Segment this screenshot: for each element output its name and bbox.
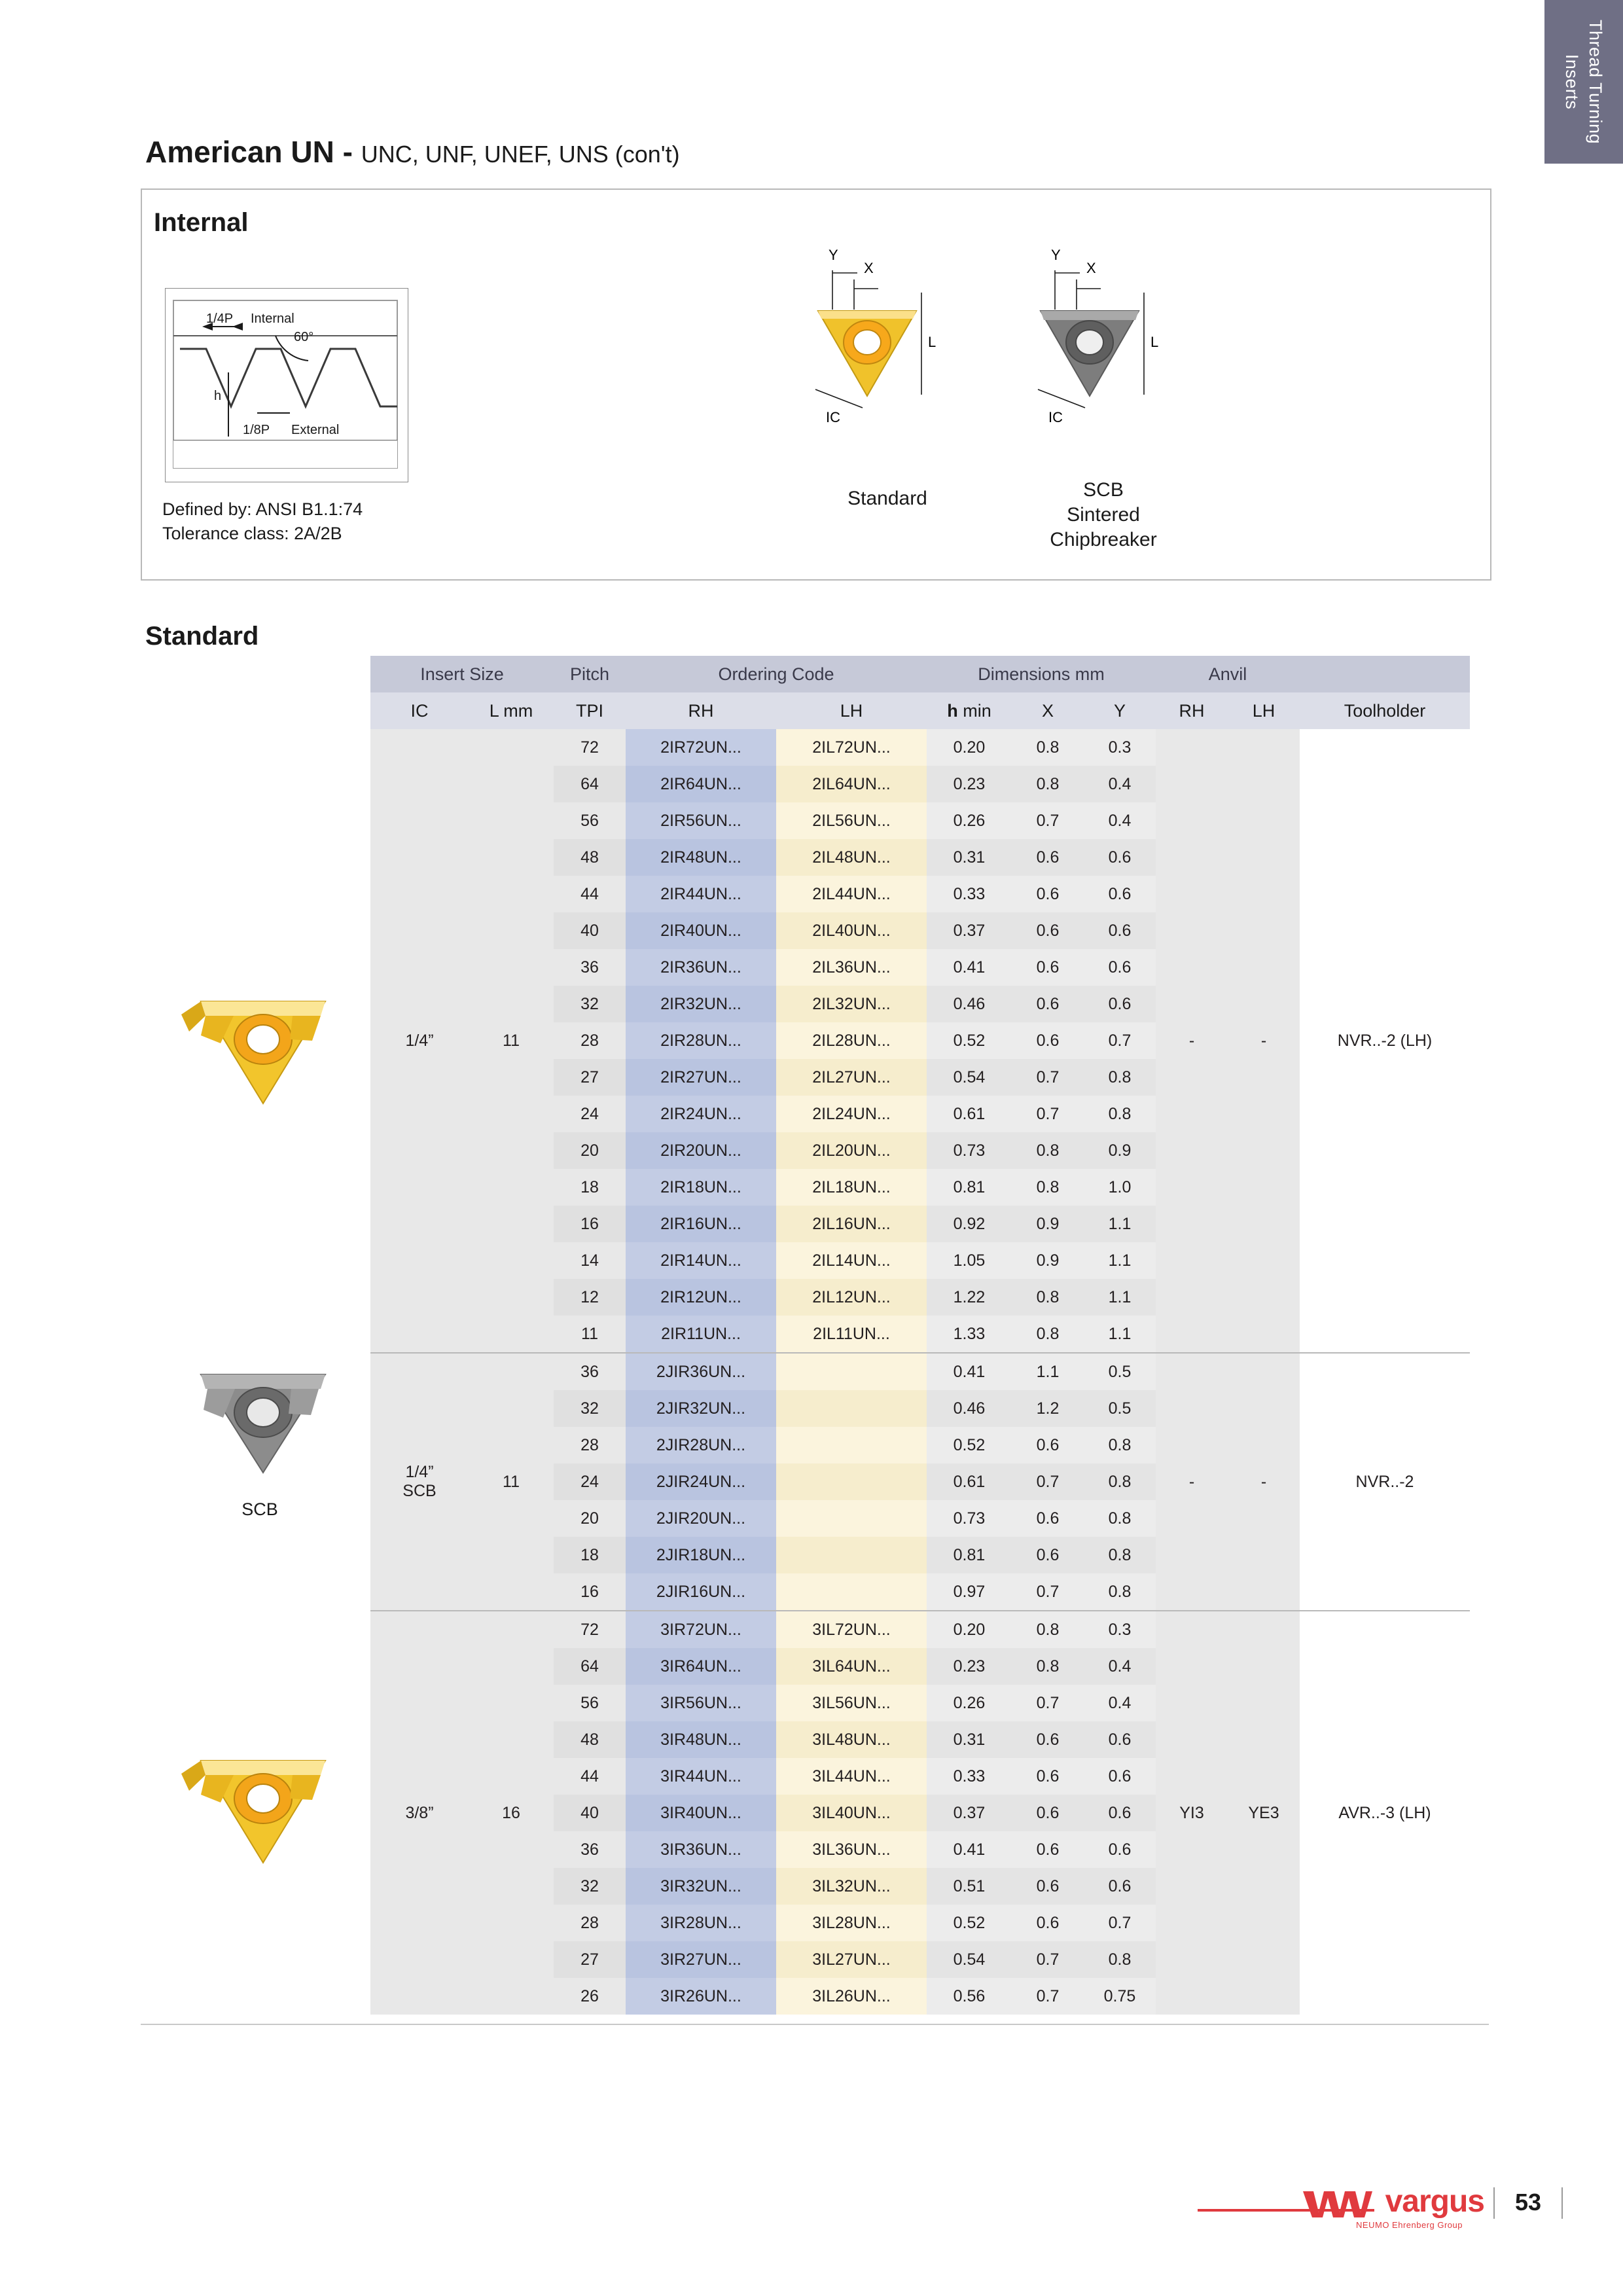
cell-dim-h-min: 0.26 [927, 1685, 1012, 1721]
cell-dim-h-min: 0.33 [927, 876, 1012, 912]
cell-tpi: 56 [554, 802, 626, 839]
cell-order-code-rh: 2JIR32UN... [626, 1390, 776, 1427]
cell-dim-y: 0.6 [1084, 1795, 1156, 1831]
cell-anvil-rh: - [1156, 729, 1228, 1353]
cell-tpi: 28 [554, 1427, 626, 1463]
label-eighth-p: 1/8P [243, 423, 270, 437]
cell-insert-size-ic: 3/8” [370, 1611, 469, 2015]
cell-insert-size-ic: 1/4” SCB [370, 1353, 469, 1611]
cell-insert-size-l: 11 [469, 729, 554, 1353]
cell-anvil-lh: - [1228, 729, 1300, 1353]
cell-order-code-lh: 2IL18UN... [776, 1169, 927, 1206]
cell-dim-h-min: 0.81 [927, 1169, 1012, 1206]
cell-dim-h-min: 0.97 [927, 1573, 1012, 1611]
table-column-header-rh: RH [1156, 692, 1228, 729]
scb-caption-line1: SCB [1083, 479, 1124, 501]
table-group-header-row [370, 656, 1470, 692]
cell-order-code-lh: 3IL36UN... [776, 1831, 927, 1868]
cell-tpi: 56 [554, 1685, 626, 1721]
footer-divider-right [1561, 2187, 1563, 2219]
cell-dim-y: 0.8 [1084, 1096, 1156, 1132]
table-column-header-l-mm: L mm [469, 692, 554, 729]
cell-dim-y: 0.4 [1084, 1685, 1156, 1721]
cell-dim-x: 0.8 [1012, 766, 1084, 802]
cell-dim-y: 0.8 [1084, 1500, 1156, 1537]
cell-dim-h-min: 0.54 [927, 1059, 1012, 1096]
cell-dim-x: 0.7 [1012, 1573, 1084, 1611]
table-bottom-rule [141, 2024, 1489, 2025]
section-tab-text [1544, 0, 1623, 164]
svg-text:X: X [1086, 260, 1096, 276]
cell-dim-h-min: 0.81 [927, 1537, 1012, 1573]
cell-order-code-lh [776, 1463, 927, 1500]
cell-order-code-lh: 3IL44UN... [776, 1758, 927, 1795]
cell-order-code-lh: 2IL28UN... [776, 1022, 927, 1059]
cell-dim-h-min: 0.41 [927, 949, 1012, 986]
cell-order-code-lh: 2IL24UN... [776, 1096, 927, 1132]
cell-order-code-rh: 2JIR16UN... [626, 1573, 776, 1611]
cell-tpi: 72 [554, 729, 626, 766]
cell-dim-y: 0.6 [1084, 949, 1156, 986]
cell-dim-h-min: 0.26 [927, 802, 1012, 839]
cell-dim-x: 0.6 [1012, 949, 1084, 986]
scb-insert-caption [1018, 478, 1188, 552]
cell-tpi: 20 [554, 1500, 626, 1537]
cell-order-code-rh: 2IR27UN... [626, 1059, 776, 1096]
table-column-header-rh: RH [626, 692, 776, 729]
cell-dim-x: 0.6 [1012, 1795, 1084, 1831]
cell-dim-x: 0.6 [1012, 1905, 1084, 1941]
cell-insert-size-l: 11 [469, 1353, 554, 1611]
cell-dim-h-min: 0.33 [927, 1758, 1012, 1795]
cell-dim-y: 0.6 [1084, 1721, 1156, 1758]
cell-order-code-lh: 2IL32UN... [776, 986, 927, 1022]
cell-dim-y: 0.8 [1084, 1573, 1156, 1611]
cell-toolholder: AVR..-3 (LH) [1300, 1611, 1470, 2015]
cell-order-code-rh: 3IR44UN... [626, 1758, 776, 1795]
cell-dim-x: 0.6 [1012, 986, 1084, 1022]
cell-toolholder: NVR..-2 (LH) [1300, 729, 1470, 1353]
cell-tpi: 24 [554, 1096, 626, 1132]
cell-dim-y: 0.6 [1084, 1758, 1156, 1795]
insert-photo-scb-label: SCB [241, 1499, 278, 1519]
cell-dim-y: 0.3 [1084, 729, 1156, 766]
cell-dim-h-min: 0.52 [927, 1905, 1012, 1941]
svg-text:IC: IC [826, 409, 840, 425]
page-title-sub: UNC, UNF, UNEF, UNS (con't) [361, 141, 680, 168]
cell-dim-x: 0.9 [1012, 1242, 1084, 1279]
footer-divider-left [1493, 2187, 1495, 2219]
cell-tpi: 20 [554, 1132, 626, 1169]
cell-dim-y: 1.1 [1084, 1206, 1156, 1242]
cell-dim-h-min: 1.33 [927, 1316, 1012, 1353]
cell-dim-h-min: 0.41 [927, 1353, 1012, 1390]
cell-dim-y: 0.4 [1084, 802, 1156, 839]
cell-dim-x: 0.6 [1012, 839, 1084, 876]
tolerance-class-text: Tolerance class: 2A/2B [162, 524, 342, 543]
cell-dim-y: 0.75 [1084, 1978, 1156, 2015]
cell-dim-x: 0.8 [1012, 729, 1084, 766]
product-table-body [370, 656, 1470, 2015]
scb-insert-photo [162, 1355, 358, 1492]
page-title-main: American UN - [145, 135, 353, 169]
vargus-wordmark: vargus [1385, 2184, 1484, 2219]
cell-dim-y: 0.7 [1084, 1022, 1156, 1059]
cell-dim-x: 0.8 [1012, 1279, 1084, 1316]
cell-tpi: 28 [554, 1022, 626, 1059]
cell-dim-y: 0.4 [1084, 1648, 1156, 1685]
cell-dim-x: 0.7 [1012, 1978, 1084, 2015]
scb-caption-line3: Chipbreaker [1050, 529, 1157, 550]
cell-order-code-lh: 2IL44UN... [776, 876, 927, 912]
cell-dim-x: 0.6 [1012, 1500, 1084, 1537]
cell-order-code-lh: 3IL28UN... [776, 1905, 927, 1941]
cell-tpi: 16 [554, 1206, 626, 1242]
thread-profile-svg [166, 289, 405, 479]
cell-order-code-rh: 2IR18UN... [626, 1169, 776, 1206]
cell-dim-h-min: 0.52 [927, 1427, 1012, 1463]
cell-order-code-rh: 2IR12UN... [626, 1279, 776, 1316]
cell-dim-h-min: 0.54 [927, 1941, 1012, 1978]
table-group-header-dimensions-mm: Dimensions mm [927, 656, 1156, 692]
cell-dim-x: 0.9 [1012, 1206, 1084, 1242]
cell-dim-h-min: 0.52 [927, 1022, 1012, 1059]
cell-tpi: 40 [554, 1795, 626, 1831]
cell-dim-h-min: 0.56 [927, 1978, 1012, 2015]
cell-order-code-rh: 2IR20UN... [626, 1132, 776, 1169]
cell-tpi: 14 [554, 1242, 626, 1279]
cell-dim-h-min: 0.23 [927, 766, 1012, 802]
cell-dim-y: 0.9 [1084, 1132, 1156, 1169]
cell-dim-x: 0.7 [1012, 1685, 1084, 1721]
cell-anvil-lh: - [1228, 1353, 1300, 1611]
cell-toolholder: NVR..-2 [1300, 1353, 1470, 1611]
table-column-header-toolholder: Toolholder [1300, 692, 1470, 729]
cell-order-code-rh: 2IR44UN... [626, 876, 776, 912]
standard-insert-caption: Standard [847, 488, 927, 509]
cell-order-code-lh [776, 1427, 927, 1463]
cell-order-code-rh: 2IR28UN... [626, 1022, 776, 1059]
svg-text:L: L [928, 334, 936, 350]
cell-tpi: 27 [554, 1059, 626, 1096]
cell-order-code-rh: 2IR14UN... [626, 1242, 776, 1279]
cell-dim-y: 0.4 [1084, 766, 1156, 802]
cell-dim-x: 0.8 [1012, 1169, 1084, 1206]
table-group-header-pitch: Pitch [554, 656, 626, 692]
cell-order-code-lh: 3IL56UN... [776, 1685, 927, 1721]
cell-tpi: 44 [554, 1758, 626, 1795]
cell-order-code-rh: 3IR72UN... [626, 1611, 776, 1648]
table-row [370, 729, 1470, 766]
cell-order-code-rh: 2JIR24UN... [626, 1463, 776, 1500]
cell-order-code-lh [776, 1500, 927, 1537]
cell-order-code-lh: 2IL16UN... [776, 1206, 927, 1242]
cell-dim-y: 1.1 [1084, 1279, 1156, 1316]
label-external: External [291, 423, 340, 437]
insert-photo-quarter [152, 975, 368, 1129]
cell-dim-y: 0.5 [1084, 1353, 1156, 1390]
insert-photo-three-eighths [152, 1734, 368, 1888]
table-column-header-ic: IC [370, 692, 469, 729]
cell-order-code-lh: 3IL72UN... [776, 1611, 927, 1648]
cell-dim-x: 0.6 [1012, 1721, 1084, 1758]
svg-text:Y: Y [829, 247, 838, 263]
cell-dim-y: 0.6 [1084, 876, 1156, 912]
cell-dim-h-min: 0.61 [927, 1096, 1012, 1132]
cell-tpi: 18 [554, 1537, 626, 1573]
cell-order-code-lh [776, 1353, 927, 1390]
cell-dim-x: 0.8 [1012, 1316, 1084, 1353]
section-tab-line2: Inserts [1562, 54, 1582, 110]
cell-order-code-rh: 2IR24UN... [626, 1096, 776, 1132]
cell-dim-y: 0.8 [1084, 1059, 1156, 1096]
cell-dim-h-min: 0.92 [927, 1206, 1012, 1242]
label-angle: 60° [294, 330, 314, 344]
cell-order-code-lh: 2IL56UN... [776, 802, 927, 839]
cell-tpi: 44 [554, 876, 626, 912]
cell-tpi: 36 [554, 1353, 626, 1390]
cell-dim-x: 0.8 [1012, 1611, 1084, 1648]
label-h: h [214, 389, 222, 403]
cell-order-code-lh: 2IL40UN... [776, 912, 927, 949]
svg-text:X: X [864, 260, 874, 276]
cell-tpi: 72 [554, 1611, 626, 1648]
cell-dim-h-min: 0.73 [927, 1500, 1012, 1537]
cell-dim-h-min: 0.20 [927, 729, 1012, 766]
cell-anvil-lh: YE3 [1228, 1611, 1300, 2015]
cell-dim-x: 0.6 [1012, 1868, 1084, 1905]
cell-dim-h-min: 0.46 [927, 986, 1012, 1022]
table-row [370, 1353, 1470, 1390]
cell-order-code-lh [776, 1573, 927, 1611]
insert-dimension-illustrations [753, 232, 1250, 481]
label-internal: Internal [251, 312, 294, 326]
cell-dim-x: 0.7 [1012, 1059, 1084, 1096]
cell-dim-x: 0.6 [1012, 1537, 1084, 1573]
cell-tpi: 16 [554, 1573, 626, 1611]
cell-dim-h-min: 0.61 [927, 1463, 1012, 1500]
cell-dim-x: 0.6 [1012, 1022, 1084, 1059]
cell-dim-y: 1.1 [1084, 1316, 1156, 1353]
gold-insert-photo-2 [162, 1734, 358, 1885]
cell-tpi: 28 [554, 1905, 626, 1941]
cell-order-code-lh [776, 1390, 927, 1427]
cell-order-code-lh: 2IL64UN... [776, 766, 927, 802]
cell-tpi: 12 [554, 1279, 626, 1316]
cell-order-code-rh: 2IR40UN... [626, 912, 776, 949]
cell-dim-x: 0.6 [1012, 912, 1084, 949]
defined-by-text: Defined by: ANSI B1.1:74 [162, 499, 363, 519]
cell-tpi: 11 [554, 1316, 626, 1353]
cell-order-code-rh: 3IR40UN... [626, 1795, 776, 1831]
cell-order-code-rh: 3IR48UN... [626, 1721, 776, 1758]
cell-dim-h-min: 0.41 [927, 1831, 1012, 1868]
cell-order-code-lh: 2IL11UN... [776, 1316, 927, 1353]
cell-dim-y: 0.6 [1084, 1868, 1156, 1905]
cell-dim-x: 0.8 [1012, 1132, 1084, 1169]
svg-text:Y: Y [1051, 247, 1061, 263]
table-row [370, 1611, 1470, 1648]
cell-order-code-rh: 3IR36UN... [626, 1831, 776, 1868]
cell-order-code-rh: 2IR16UN... [626, 1206, 776, 1242]
cell-order-code-rh: 3IR64UN... [626, 1648, 776, 1685]
table-column-header-h-min: h min [927, 692, 1012, 729]
cell-order-code-lh: 2IL27UN... [776, 1059, 927, 1096]
cell-order-code-rh: 2JIR18UN... [626, 1537, 776, 1573]
cell-dim-x: 0.7 [1012, 1096, 1084, 1132]
cell-dim-y: 1.0 [1084, 1169, 1156, 1206]
svg-text:L: L [1150, 334, 1159, 350]
cell-order-code-rh: 3IR27UN... [626, 1941, 776, 1978]
cell-dim-x: 0.6 [1012, 1831, 1084, 1868]
cell-anvil-rh: - [1156, 1353, 1228, 1611]
page-number: 53 [1514, 2189, 1541, 2215]
cell-tpi: 40 [554, 912, 626, 949]
cell-tpi: 48 [554, 839, 626, 876]
svg-text:IC: IC [1048, 409, 1063, 425]
cell-dim-y: 0.8 [1084, 1941, 1156, 1978]
table-column-header-lh: LH [1228, 692, 1300, 729]
cell-order-code-lh: 2IL20UN... [776, 1132, 927, 1169]
cell-order-code-rh: 2IR36UN... [626, 949, 776, 986]
cell-dim-y: 1.1 [1084, 1242, 1156, 1279]
cell-order-code-lh: 2IL36UN... [776, 949, 927, 986]
cell-dim-h-min: 0.20 [927, 1611, 1012, 1648]
cell-dim-h-min: 0.51 [927, 1868, 1012, 1905]
section-heading: Standard [145, 622, 259, 651]
cell-order-code-rh: 2IR32UN... [626, 986, 776, 1022]
cell-order-code-rh: 3IR28UN... [626, 1905, 776, 1941]
vargus-logo [1302, 2183, 1484, 2219]
cell-tpi: 26 [554, 1978, 626, 2015]
cell-tpi: 32 [554, 986, 626, 1022]
cell-dim-y: 0.8 [1084, 1537, 1156, 1573]
vargus-group-text: NEUMO Ehrenberg Group [1356, 2220, 1463, 2230]
cell-insert-size-l: 16 [469, 1611, 554, 2015]
cell-tpi: 36 [554, 949, 626, 986]
standard-reference [162, 497, 363, 546]
cell-dim-x: 0.7 [1012, 1463, 1084, 1500]
cell-order-code-rh: 3IR26UN... [626, 1978, 776, 2015]
cell-tpi: 64 [554, 766, 626, 802]
cell-insert-size-ic: 1/4” [370, 729, 469, 1353]
cell-order-code-lh: 3IL48UN... [776, 1721, 927, 1758]
cell-dim-h-min: 0.31 [927, 839, 1012, 876]
cell-anvil-rh: YI3 [1156, 1611, 1228, 2015]
cell-dim-y: 0.6 [1084, 986, 1156, 1022]
cell-order-code-rh: 2IR64UN... [626, 766, 776, 802]
table-column-header-x: X [1012, 692, 1084, 729]
cell-dim-x: 0.6 [1012, 876, 1084, 912]
cell-tpi: 32 [554, 1868, 626, 1905]
insert-dimension-svg [753, 232, 1250, 481]
cell-dim-y: 0.6 [1084, 839, 1156, 876]
cell-dim-x: 1.2 [1012, 1390, 1084, 1427]
cell-dim-h-min: 0.23 [927, 1648, 1012, 1685]
cell-dim-h-min: 0.37 [927, 912, 1012, 949]
cell-order-code-rh: 2IR11UN... [626, 1316, 776, 1353]
table-group-header-insert-size: Insert Size [370, 656, 554, 692]
table-column-header-lh: LH [776, 692, 927, 729]
cell-dim-x: 1.1 [1012, 1353, 1084, 1390]
vargus-mark-icon [1302, 2185, 1374, 2219]
cell-order-code-lh: 2IL48UN... [776, 839, 927, 876]
cell-order-code-lh: 3IL40UN... [776, 1795, 927, 1831]
cell-dim-h-min: 0.73 [927, 1132, 1012, 1169]
cell-order-code-lh: 3IL27UN... [776, 1941, 927, 1978]
cell-tpi: 36 [554, 1831, 626, 1868]
table-group-header-anvil: Anvil [1156, 656, 1300, 692]
label-quarter-p: 1/4P [206, 312, 234, 326]
cell-dim-y: 0.6 [1084, 1831, 1156, 1868]
cell-dim-x: 0.6 [1012, 1427, 1084, 1463]
cell-order-code-lh: 3IL26UN... [776, 1978, 927, 2015]
cell-dim-x: 0.7 [1012, 802, 1084, 839]
cell-order-code-lh: 3IL32UN... [776, 1868, 927, 1905]
cell-tpi: 18 [554, 1169, 626, 1206]
table-column-header-tpi: TPI [554, 692, 626, 729]
cell-tpi: 32 [554, 1390, 626, 1427]
table-column-header-y: Y [1084, 692, 1156, 729]
cell-dim-x: 0.8 [1012, 1648, 1084, 1685]
section-tab-line1: Thread Turning [1586, 19, 1605, 145]
cell-order-code-lh: 2IL12UN... [776, 1279, 927, 1316]
cell-dim-y: 0.8 [1084, 1463, 1156, 1500]
cell-dim-y: 0.8 [1084, 1427, 1156, 1463]
cell-order-code-rh: 2IR56UN... [626, 802, 776, 839]
insert-photo-scb [152, 1355, 368, 1520]
cell-dim-h-min: 0.46 [927, 1390, 1012, 1427]
cell-dim-h-min: 0.31 [927, 1721, 1012, 1758]
table-group-header-ordering-code: Ordering Code [626, 656, 927, 692]
cell-dim-x: 0.7 [1012, 1941, 1084, 1978]
cell-dim-h-min: 0.37 [927, 1795, 1012, 1831]
cell-order-code-rh: 2IR48UN... [626, 839, 776, 876]
section-tab [1544, 0, 1623, 164]
cell-dim-y: 0.7 [1084, 1905, 1156, 1941]
scb-caption-line2: Sintered [1067, 504, 1140, 526]
cell-order-code-rh: 3IR56UN... [626, 1685, 776, 1721]
internal-panel-label: Internal [154, 208, 249, 237]
table-column-header-row [370, 692, 1470, 729]
cell-dim-y: 0.5 [1084, 1390, 1156, 1427]
cell-dim-y: 0.6 [1084, 912, 1156, 949]
cell-tpi: 27 [554, 1941, 626, 1978]
page-title [145, 134, 680, 170]
cell-order-code-rh: 2JIR28UN... [626, 1427, 776, 1463]
cell-order-code-lh [776, 1537, 927, 1573]
cell-order-code-rh: 2JIR36UN... [626, 1353, 776, 1390]
cell-dim-h-min: 1.22 [927, 1279, 1012, 1316]
cell-order-code-rh: 2JIR20UN... [626, 1500, 776, 1537]
cell-order-code-lh: 3IL64UN... [776, 1648, 927, 1685]
cell-order-code-rh: 2IR72UN... [626, 729, 776, 766]
cell-tpi: 48 [554, 1721, 626, 1758]
product-table [370, 656, 1470, 2015]
gold-insert-photo-1 [162, 975, 358, 1126]
cell-order-code-lh: 2IL14UN... [776, 1242, 927, 1279]
table-group-header-blank [1300, 656, 1470, 692]
cell-dim-h-min: 1.05 [927, 1242, 1012, 1279]
thread-profile-diagram [165, 288, 408, 482]
cell-order-code-rh: 3IR32UN... [626, 1868, 776, 1905]
cell-order-code-lh: 2IL72UN... [776, 729, 927, 766]
cell-tpi: 64 [554, 1648, 626, 1685]
cell-dim-x: 0.6 [1012, 1758, 1084, 1795]
cell-dim-y: 0.3 [1084, 1611, 1156, 1648]
cell-tpi: 24 [554, 1463, 626, 1500]
